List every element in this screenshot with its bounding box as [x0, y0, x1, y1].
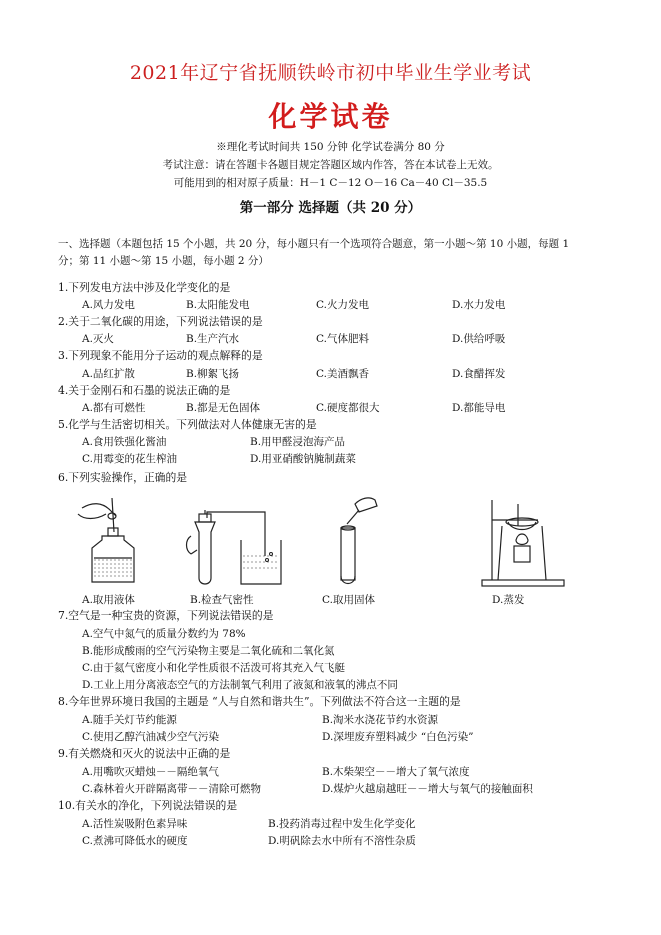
option: A.空气中氮气的质量分数约为 78%	[82, 628, 246, 640]
option: D.都能导电	[452, 402, 506, 414]
option: B.投药消毒过程中发生化学变化	[268, 818, 416, 830]
option: C.煮沸可降低水的硬度	[82, 835, 188, 847]
intro-line: 一、选择题（本题包括 15 个小题，共 20 分，每小题只有一个选项符合题意，第一小题～第 10 小题，每题 1	[58, 238, 570, 250]
part-title: 第一部分 选择题（共 20 分）	[239, 200, 422, 216]
option: C.森林着火开辟隔离带－－清除可燃物	[82, 783, 261, 795]
section-intro	[58, 236, 618, 270]
option: A.取用液体	[82, 594, 135, 606]
option: D.明矾除去水中所有不溶性杂质	[268, 835, 416, 847]
option: C.使用乙醇汽油减少空气污染	[82, 731, 219, 743]
option: A.用嘴吹灭蜡烛－－隔绝氧气	[82, 766, 219, 778]
option: D.食醋挥发	[452, 368, 506, 380]
option: A.风力发电	[82, 299, 135, 311]
option: C.美酒飘香	[316, 368, 369, 380]
option: B.能形成酸雨的空气污染物主要是二氧化硫和二氧化氮	[82, 645, 335, 657]
question-stem: 7.空气是一种宝贵的资源，下列说法错误的是	[58, 609, 274, 622]
option: D.深埋废弃塑料减少 “白色污染”	[322, 731, 474, 743]
option: D.水力发电	[452, 299, 506, 311]
option: C.由于氦气密度小和化学性质很不活泼可将其充入气飞艇	[82, 662, 345, 674]
question-stem: 9.有关燃烧和灭火的说法中正确的是	[58, 747, 231, 760]
option: B.太阳能发电	[186, 299, 250, 311]
option: D.供给呼吸	[452, 333, 506, 345]
question-stem: 8.今年世界环境日我国的主题是 “人与自然和谐共生”。下列做法不符合这一主题的是	[58, 695, 461, 708]
option: D.用亚硝酸钠腌制蔬菜	[250, 453, 356, 465]
option: D.煤炉火越扇越旺－－增大与氧气的接触面积	[322, 783, 533, 795]
option: D.工业上用分离液态空气的方法制氧气利用了液氮和液氧的沸点不同	[82, 679, 398, 691]
evaporation-figure	[478, 496, 568, 588]
option: A.都有可燃性	[82, 402, 146, 414]
exam-notice: 考试注意：请在答题卡各题目规定答题区域内作答，答在本试卷上无效。	[162, 159, 499, 171]
option: D.蒸发	[492, 594, 525, 606]
option: B.都是无色固体	[186, 402, 261, 414]
option: B.生产汽水	[186, 333, 240, 345]
question-stem: 3.下列现象不能用分子运动的观点解释的是	[58, 349, 263, 362]
option: A.食用铁强化酱油	[82, 436, 167, 448]
option: C.火力发电	[316, 299, 369, 311]
question-stem: 5.化学与生活密切相关。下列做法对人体健康无害的是	[58, 418, 317, 431]
option: B.检查气密性	[190, 594, 254, 606]
solid-tube-figure	[325, 496, 385, 588]
question-stem: 2.关于二氧化碳的用途，下列说法错误的是	[58, 315, 263, 328]
question-stem: 6.下列实验操作，正确的是	[58, 471, 188, 484]
option: A.随手关灯节约能源	[82, 714, 177, 726]
option: B.柳絮飞扬	[186, 368, 240, 380]
atomic-masses: 可能用到的相对原子质量：H－1 C－12 O－16 Ca－40 Cl－35.5	[173, 177, 488, 189]
intro-line: 分；第 11 小题～第 15 小题，每小题 2 分）	[58, 255, 269, 267]
option: C.用霉变的花生榨油	[82, 453, 177, 465]
question-stem: 10.有关水的净化，下列说法错误的是	[58, 799, 238, 812]
subject-title: 化学试卷	[268, 100, 393, 133]
option: C.气体肥料	[316, 333, 369, 345]
time-note: ※理化考试时间共 150 分钟 化学试卷满分 80 分	[216, 141, 445, 153]
option: A.活性炭吸附色素异味	[82, 818, 188, 830]
option: C.硬度都很大	[316, 402, 380, 414]
option: B.淘米水浇花节约水资源	[322, 714, 439, 726]
question-stem: 1.下列发电方法中涉及化学变化的是	[58, 281, 231, 294]
airtightness-figure	[185, 510, 285, 588]
exam-title: 2021年辽宁省抚顺铁岭市初中毕业生学业考试	[129, 62, 532, 84]
liquid-bottle-figure	[72, 494, 152, 586]
option: C.取用固体	[322, 594, 375, 606]
question-stem: 4.关于金刚石和石墨的说法正确的是	[58, 384, 231, 397]
option: A.灭火	[82, 333, 114, 345]
option: B.木柴架空－－增大了氧气浓度	[322, 766, 470, 778]
option: A.品红扩散	[82, 368, 135, 380]
option: B.用甲醛浸泡海产品	[250, 436, 346, 448]
